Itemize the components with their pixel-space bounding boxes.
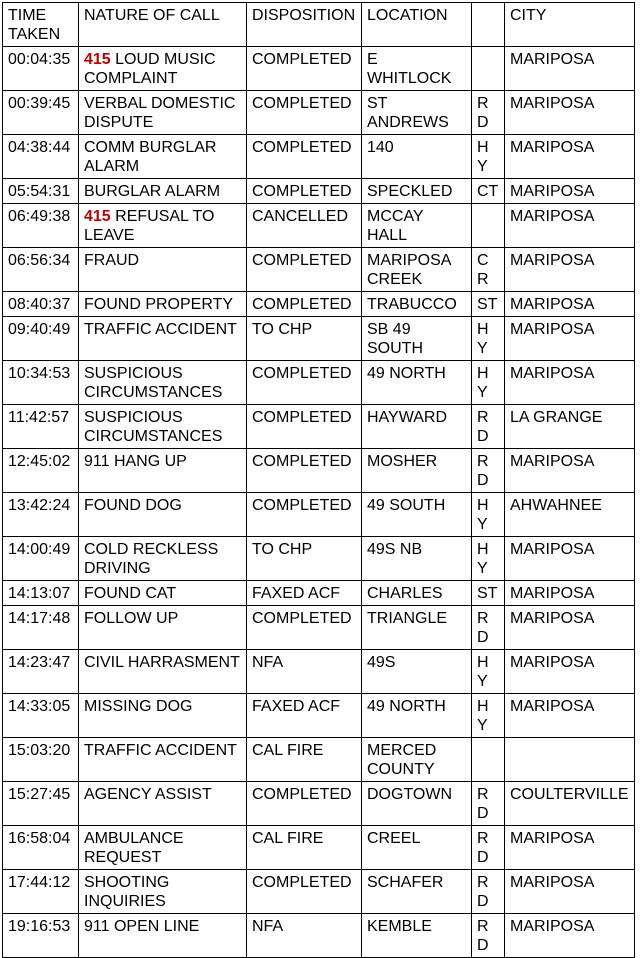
table-row	[3, 47, 635, 91]
cell-nature	[79, 449, 247, 493]
cell-nature	[79, 317, 247, 361]
header-location: LOCATION	[362, 3, 472, 47]
cell-location: SB 49 SOUTH	[362, 317, 472, 361]
cell-disposition: COMPLETED	[247, 135, 362, 179]
table-row	[3, 914, 635, 958]
cell-disposition: COMPLETED	[247, 179, 362, 204]
table-row	[3, 179, 635, 204]
cell-time: 14:13:07	[3, 581, 79, 606]
table-row	[3, 292, 635, 317]
table-row	[3, 537, 635, 581]
cell-disposition: COMPLETED	[247, 606, 362, 650]
cell-nature	[79, 493, 247, 537]
cell-time: 19:16:53	[3, 914, 79, 958]
cell-nature	[79, 650, 247, 694]
table-row	[3, 581, 635, 606]
cell-time: 11:42:57	[3, 405, 79, 449]
cell-suffix: RD	[472, 914, 505, 958]
cell-city: MARIPOSA	[505, 135, 635, 179]
cell-time: 08:40:37	[3, 292, 79, 317]
cell-disposition: CAL FIRE	[247, 738, 362, 782]
cell-time: 14:00:49	[3, 537, 79, 581]
cell-city: MARIPOSA	[505, 870, 635, 914]
table-row	[3, 694, 635, 738]
nature-text: AGENCY ASSIST	[84, 786, 212, 803]
cell-suffix: RD	[472, 870, 505, 914]
cell-time: 17:44:12	[3, 870, 79, 914]
cell-time: 06:56:34	[3, 248, 79, 292]
cell-city: MARIPOSA	[505, 179, 635, 204]
cell-location: MERCED COUNTY	[362, 738, 472, 782]
cell-time: 15:03:20	[3, 738, 79, 782]
cell-location: SCHAFER	[362, 870, 472, 914]
nature-text: SUSPICIOUS CIRCUMSTANCES	[84, 365, 223, 401]
table-row	[3, 91, 635, 135]
cell-disposition: COMPLETED	[247, 292, 362, 317]
cell-time: 14:23:47	[3, 650, 79, 694]
cell-city: LA GRANGE	[505, 405, 635, 449]
nature-text: FRAUD	[84, 252, 140, 269]
cell-nature	[79, 738, 247, 782]
cell-location: 140	[362, 135, 472, 179]
cell-city	[505, 738, 635, 782]
cell-suffix: RD	[472, 782, 505, 826]
cell-time: 10:34:53	[3, 361, 79, 405]
cell-time: 09:40:49	[3, 317, 79, 361]
nature-text: 911 HANG UP	[84, 453, 187, 470]
cell-nature	[79, 826, 247, 870]
cell-location: MOSHER	[362, 449, 472, 493]
cell-disposition: COMPLETED	[247, 782, 362, 826]
table-row	[3, 650, 635, 694]
cell-location: 49S	[362, 650, 472, 694]
cell-time: 12:45:02	[3, 449, 79, 493]
cell-suffix: RD	[472, 449, 505, 493]
nature-text: VERBAL DOMESTIC DISPUTE	[84, 95, 236, 131]
cell-disposition: CAL FIRE	[247, 826, 362, 870]
nature-text: AMBULANCE REQUEST	[84, 830, 184, 866]
cell-disposition: NFA	[247, 650, 362, 694]
cell-location: ST ANDREWS	[362, 91, 472, 135]
header-row	[3, 3, 635, 47]
cell-location: CREEL	[362, 826, 472, 870]
cell-nature	[79, 870, 247, 914]
cell-city: MARIPOSA	[505, 650, 635, 694]
cell-nature	[79, 581, 247, 606]
cell-city: MARIPOSA	[505, 449, 635, 493]
header-suffix	[472, 3, 505, 47]
cell-nature	[79, 292, 247, 317]
cell-nature	[79, 606, 247, 650]
cell-city: MARIPOSA	[505, 606, 635, 650]
nature-text: CIVIL HARRASMENT	[84, 654, 240, 671]
cell-disposition: TO CHP	[247, 317, 362, 361]
cell-disposition: COMPLETED	[247, 405, 362, 449]
cell-suffix: RD	[472, 826, 505, 870]
cell-suffix: HY	[472, 317, 505, 361]
cell-city: MARIPOSA	[505, 694, 635, 738]
cell-suffix: CT	[472, 179, 505, 204]
nature-text: SUSPICIOUS CIRCUMSTANCES	[84, 409, 223, 445]
nature-text: LOUD MUSIC COMPLAINT	[84, 51, 216, 87]
nature-text: MISSING DOG	[84, 698, 193, 715]
cell-location: SPECKLED	[362, 179, 472, 204]
cell-time: 16:58:04	[3, 826, 79, 870]
cell-suffix: HY	[472, 537, 505, 581]
table-body	[3, 47, 635, 958]
cell-time: 14:33:05	[3, 694, 79, 738]
header-nature-of-call: NATURE OF CALL	[79, 3, 247, 47]
table-row	[3, 782, 635, 826]
table-row	[3, 738, 635, 782]
cell-time: 15:27:45	[3, 782, 79, 826]
cell-city: MARIPOSA	[505, 204, 635, 248]
cell-disposition: COMPLETED	[247, 870, 362, 914]
cell-city: MARIPOSA	[505, 914, 635, 958]
nature-text: SHOOTING INQUIRIES	[84, 874, 170, 910]
cell-suffix	[472, 204, 505, 248]
cell-suffix: RD	[472, 405, 505, 449]
cell-nature	[79, 135, 247, 179]
cell-location: E WHITLOCK	[362, 47, 472, 91]
cell-location: HAYWARD	[362, 405, 472, 449]
table-row	[3, 361, 635, 405]
cell-city: MARIPOSA	[505, 537, 635, 581]
cell-location: KEMBLE	[362, 914, 472, 958]
nature-text: TRAFFIC ACCIDENT	[84, 742, 237, 759]
cell-suffix: HY	[472, 650, 505, 694]
cell-disposition: CANCELLED	[247, 204, 362, 248]
cell-location: MARIPOSA CREEK	[362, 248, 472, 292]
cell-city: MARIPOSA	[505, 317, 635, 361]
cell-location: CHARLES	[362, 581, 472, 606]
nature-text: COLD RECKLESS DRIVING	[84, 541, 219, 577]
cell-city: AHWAHNEE	[505, 493, 635, 537]
cell-suffix: HY	[472, 694, 505, 738]
cell-disposition: TO CHP	[247, 537, 362, 581]
cell-time: 13:42:24	[3, 493, 79, 537]
table-row	[3, 449, 635, 493]
cell-location: TRABUCCO	[362, 292, 472, 317]
cell-suffix	[472, 738, 505, 782]
cell-time: 06:49:38	[3, 204, 79, 248]
cell-time: 14:17:48	[3, 606, 79, 650]
nature-text: COMM BURGLAR ALARM	[84, 139, 217, 175]
cell-nature	[79, 782, 247, 826]
cell-city: MARIPOSA	[505, 826, 635, 870]
cell-location: MCCAY HALL	[362, 204, 472, 248]
table-row	[3, 606, 635, 650]
cell-disposition: FAXED ACF	[247, 694, 362, 738]
cell-suffix	[472, 47, 505, 91]
cell-city: COULTERVILLE	[505, 782, 635, 826]
cell-nature	[79, 537, 247, 581]
nature-text: FOUND CAT	[84, 585, 177, 602]
cell-suffix: HY	[472, 135, 505, 179]
cell-location: TRIANGLE	[362, 606, 472, 650]
cell-suffix: RD	[472, 606, 505, 650]
cell-nature	[79, 47, 247, 91]
cell-nature	[79, 914, 247, 958]
cell-city: MARIPOSA	[505, 581, 635, 606]
cell-nature	[79, 361, 247, 405]
cell-nature	[79, 694, 247, 738]
cell-disposition: COMPLETED	[247, 91, 362, 135]
cell-city: MARIPOSA	[505, 248, 635, 292]
cell-disposition: COMPLETED	[247, 47, 362, 91]
cell-city: MARIPOSA	[505, 361, 635, 405]
table-row	[3, 493, 635, 537]
cell-time: 04:38:44	[3, 135, 79, 179]
call-code: 415	[84, 208, 111, 225]
nature-text: 911 OPEN LINE	[84, 918, 200, 935]
cell-suffix: HY	[472, 493, 505, 537]
cell-suffix: CR	[472, 248, 505, 292]
cell-time: 05:54:31	[3, 179, 79, 204]
cell-location: 49 NORTH	[362, 361, 472, 405]
table-row	[3, 405, 635, 449]
call-code: 415	[84, 51, 111, 68]
table-row	[3, 870, 635, 914]
cell-suffix: ST	[472, 581, 505, 606]
cell-disposition: COMPLETED	[247, 361, 362, 405]
cell-disposition: COMPLETED	[247, 449, 362, 493]
cell-city: MARIPOSA	[505, 292, 635, 317]
header-city: CITY	[505, 3, 635, 47]
nature-text: REFUSAL TO LEAVE	[84, 208, 215, 244]
cell-location: DOGTOWN	[362, 782, 472, 826]
cell-suffix: ST	[472, 292, 505, 317]
cell-location: 49 SOUTH	[362, 493, 472, 537]
table-row	[3, 317, 635, 361]
cell-location: 49S NB	[362, 537, 472, 581]
table-row	[3, 135, 635, 179]
cell-nature	[79, 179, 247, 204]
cell-disposition: FAXED ACF	[247, 581, 362, 606]
cell-disposition: NFA	[247, 914, 362, 958]
call-log-table	[2, 2, 635, 958]
nature-text: BURGLAR ALARM	[84, 183, 221, 200]
cell-nature	[79, 91, 247, 135]
header-disposition: DISPOSITION	[247, 3, 362, 47]
cell-nature	[79, 248, 247, 292]
cell-city: MARIPOSA	[505, 47, 635, 91]
cell-disposition: COMPLETED	[247, 248, 362, 292]
cell-time: 00:04:35	[3, 47, 79, 91]
cell-suffix: HY	[472, 361, 505, 405]
table-row	[3, 826, 635, 870]
table-row	[3, 204, 635, 248]
cell-disposition: COMPLETED	[247, 493, 362, 537]
nature-text: TRAFFIC ACCIDENT	[84, 321, 237, 338]
cell-nature	[79, 204, 247, 248]
nature-text: FOUND PROPERTY	[84, 296, 234, 313]
cell-time: 00:39:45	[3, 91, 79, 135]
cell-city: MARIPOSA	[505, 91, 635, 135]
cell-location: 49 NORTH	[362, 694, 472, 738]
cell-suffix: RD	[472, 91, 505, 135]
nature-text: FOUND DOG	[84, 497, 182, 514]
nature-text: FOLLOW UP	[84, 610, 179, 627]
header-time-taken: TIME TAKEN	[3, 3, 79, 47]
cell-nature	[79, 405, 247, 449]
table-row	[3, 248, 635, 292]
